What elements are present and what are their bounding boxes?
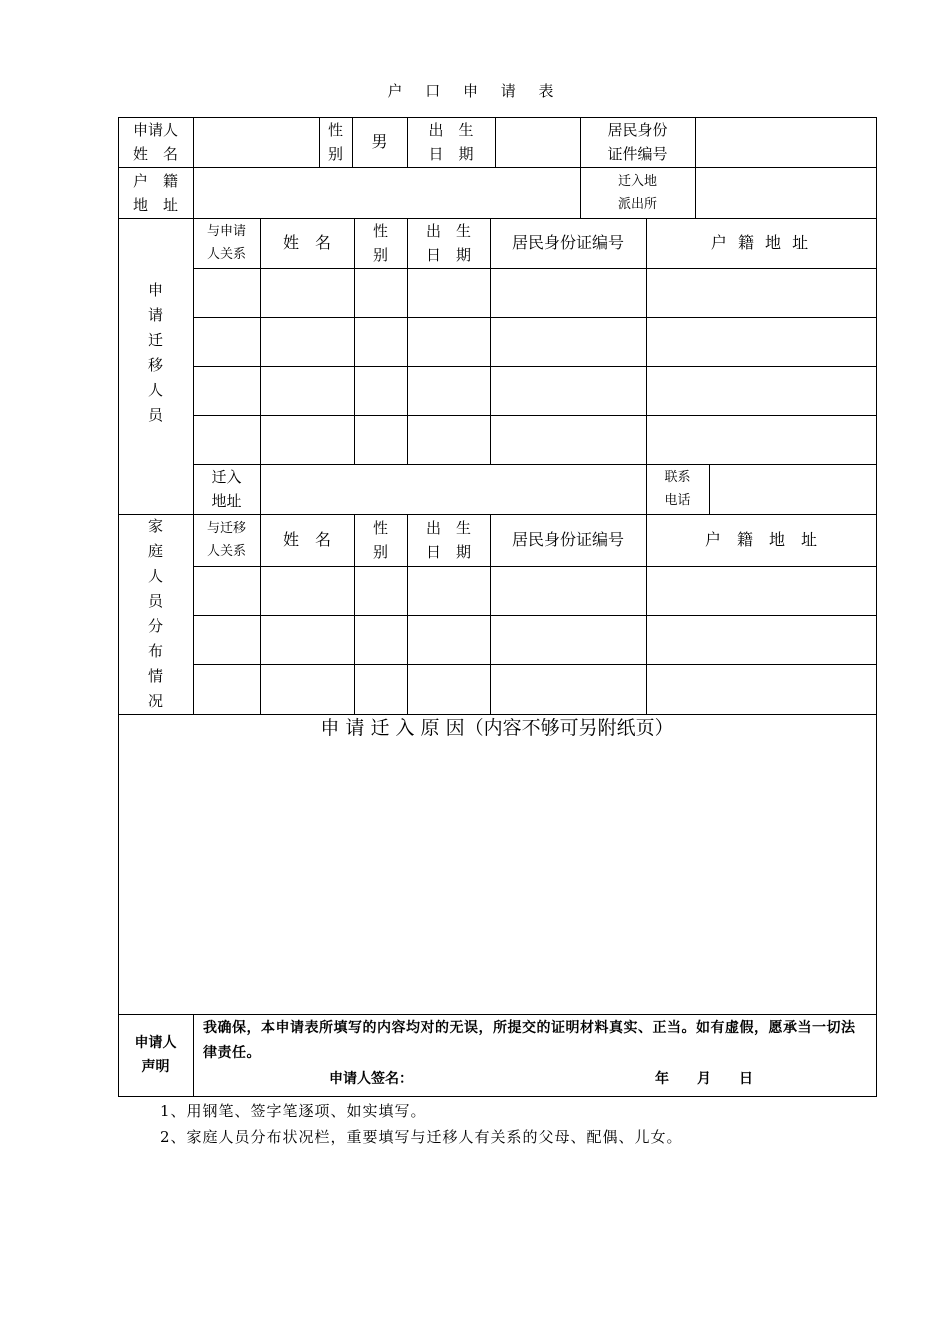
declaration-label: 申请人 声明 — [134, 1035, 177, 1075]
table-row[interactable] — [194, 367, 876, 415]
migrants-header-id: 居民身份证编号 — [511, 233, 624, 252]
migrants-header-birth: 出 生 日 期 — [425, 222, 471, 264]
destination-address-field[interactable] — [261, 465, 646, 514]
applicant-id-field[interactable] — [696, 118, 876, 167]
family-header-name: 姓 名 — [282, 530, 331, 549]
destination-address-label: 迁入 地址 — [211, 468, 242, 510]
table-row[interactable] — [194, 269, 876, 317]
applicant-gender-value[interactable]: 男 — [371, 132, 388, 151]
note-item: 2、家庭人员分布状况栏，重要填写与迁移人有关系的父母、配偶、儿女。 — [160, 1128, 683, 1146]
applicant-address-field[interactable] — [194, 168, 580, 218]
signature-date: 年 月 日 — [655, 1071, 753, 1087]
family-section-label: 家 庭 人 员 分 布 情 况 — [147, 517, 163, 710]
applicant-id-label: 居民身份 证件编号 — [607, 121, 668, 163]
contact-phone-field[interactable] — [710, 465, 876, 514]
signature-label: 申请人签名： — [329, 1071, 413, 1087]
signature-field[interactable] — [420, 1064, 640, 1090]
destination-station-label: 迁入地 派出所 — [617, 173, 657, 212]
migrants-header-gender: 性 别 — [372, 222, 388, 264]
destination-station-field[interactable] — [696, 168, 876, 218]
migrants-section-label: 申 请 迁 移 人 员 — [147, 281, 163, 424]
migrants-header-name: 姓 名 — [282, 233, 331, 252]
table-row[interactable] — [194, 318, 876, 366]
family-header-birth: 出 生 日 期 — [425, 519, 471, 561]
family-header-address: 户 籍 地 址 — [704, 530, 817, 549]
applicant-address-label: 户 籍 地 址 — [132, 171, 178, 214]
family-header-gender: 性 别 — [372, 519, 388, 561]
reason-text-area[interactable] — [119, 745, 876, 1013]
applicant-birth-field[interactable] — [496, 118, 580, 167]
form-title: 户 口 申 请 表 — [387, 82, 563, 100]
applicant-birth-label: 出 生 日 期 — [428, 121, 474, 163]
migrants-header-address: 户 籍 地 址 — [710, 233, 812, 252]
migrants-header-relation: 与申请 人关系 — [206, 224, 246, 262]
table-row[interactable] — [194, 567, 876, 615]
applicant-name-label: 申请人 姓 名 — [132, 121, 178, 163]
applicant-name-field[interactable] — [194, 118, 319, 167]
applicant-gender-label: 性 别 — [327, 121, 343, 163]
note-item: 1、用钢笔、签字笔逐项、如实填写。 — [160, 1102, 427, 1120]
table-row[interactable] — [194, 616, 876, 664]
table-row[interactable] — [194, 416, 876, 464]
form-notes — [160, 1098, 683, 1150]
contact-phone-label: 联系 电话 — [664, 470, 691, 508]
family-header-relation: 与迁移 人关系 — [206, 521, 246, 559]
family-header-id: 居民身份证编号 — [511, 530, 624, 549]
declaration-text: 我确保，本申请表所填写的内容均对的无误，所提交的证明材料真实、正当。如有虚假，愿承当一切法律责任。 — [203, 1020, 856, 1061]
reason-heading: 申 请 迁 入 原 因（内容不够可另附纸页） — [320, 717, 674, 739]
table-row[interactable] — [194, 665, 876, 714]
